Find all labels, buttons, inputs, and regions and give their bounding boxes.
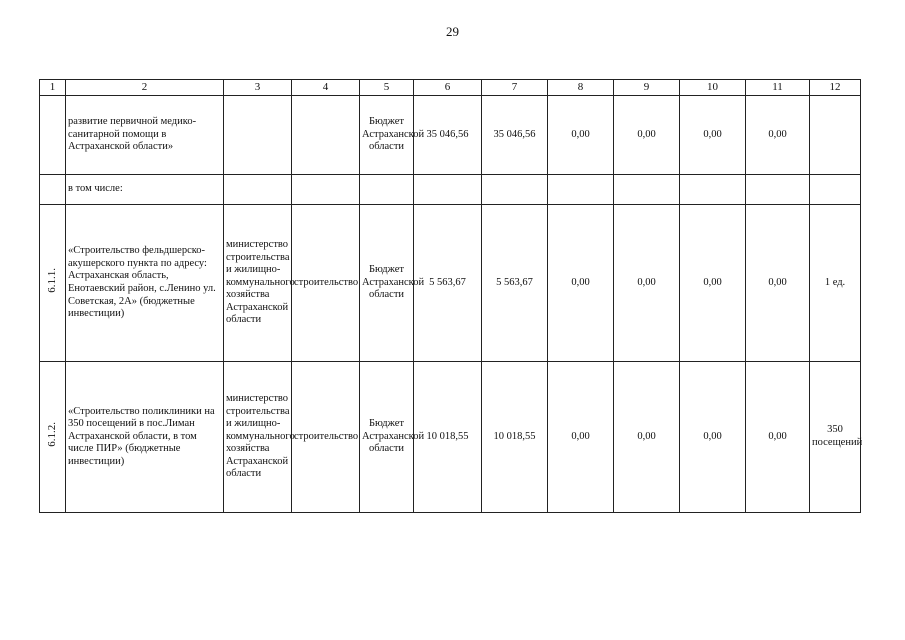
row-number-cell xyxy=(40,362,66,513)
value-cell-6: 5 563,67 xyxy=(414,205,482,362)
value-cell-10 xyxy=(680,175,746,205)
row-number-cell xyxy=(40,205,66,362)
direction-cell xyxy=(292,96,360,175)
funding-source-cell: Бюджет Астраханской области xyxy=(360,205,414,362)
value-cell-10: 0,00 xyxy=(680,96,746,175)
header-cell-5: 5 xyxy=(360,80,414,96)
value-cell-9: 0,00 xyxy=(614,96,680,175)
header-cell-4: 4 xyxy=(292,80,360,96)
value-cell-7: 35 046,56 xyxy=(482,96,548,175)
table-header-row xyxy=(40,80,861,96)
executor-cell xyxy=(224,96,292,175)
header-cell-9: 9 xyxy=(614,80,680,96)
value-cell-6 xyxy=(414,175,482,205)
value-cell-10: 0,00 xyxy=(680,205,746,362)
value-cell-10: 0,00 xyxy=(680,362,746,513)
measure-name-cell: «Строительство фельдшерско-акушерского пункта по адресу: Астраханская область, Енотаевский район, с.Ленино ул. Советская, 2А» (бюджетные инвестиции) xyxy=(66,205,224,362)
row-number-cell xyxy=(40,96,66,175)
direction-cell: строительство xyxy=(292,205,360,362)
funding-source-cell: Бюджет Астраханской области xyxy=(360,362,414,513)
funding-source-cell: Бюджет Астраханской области xyxy=(360,96,414,175)
value-cell-8: 0,00 xyxy=(548,362,614,513)
table-row xyxy=(40,96,861,175)
value-cell-6: 35 046,56 xyxy=(414,96,482,175)
measure-name-cell: в том числе: xyxy=(66,175,224,205)
result-cell xyxy=(810,175,861,205)
value-cell-9: 0,00 xyxy=(614,205,680,362)
header-cell-12: 12 xyxy=(810,80,861,96)
result-cell xyxy=(810,96,861,175)
value-cell-8 xyxy=(548,175,614,205)
header-cell-2: 2 xyxy=(66,80,224,96)
executor-cell: министерство строительства и жилищно-коммунального хозяйства Астраханской области xyxy=(224,362,292,513)
value-cell-7: 5 563,67 xyxy=(482,205,548,362)
header-cell-10: 10 xyxy=(680,80,746,96)
table-row xyxy=(40,205,861,362)
measure-name-cell: «Строительство поликлиники на 350 посещений в пос.Лиман Астраханской области, в том числе ПИР» (бюджетные инвестиции) xyxy=(66,362,224,513)
measure-name-cell: развитие первичной медико-санитарной помощи в Астраханской области» xyxy=(66,96,224,175)
header-cell-11: 11 xyxy=(746,80,810,96)
value-cell-6: 10 018,55 xyxy=(414,362,482,513)
executor-cell: министерство строительства и жилищно-коммунального хозяйства Астраханской области xyxy=(224,205,292,362)
header-cell-6: 6 xyxy=(414,80,482,96)
result-cell: 350 посещений xyxy=(810,362,861,513)
result-cell: 1 ед. xyxy=(810,205,861,362)
direction-cell xyxy=(292,175,360,205)
header-cell-8: 8 xyxy=(548,80,614,96)
table-row xyxy=(40,175,861,205)
value-cell-9: 0,00 xyxy=(614,362,680,513)
program-table xyxy=(39,79,861,513)
funding-source-cell xyxy=(360,175,414,205)
value-cell-7 xyxy=(482,175,548,205)
value-cell-11: 0,00 xyxy=(746,362,810,513)
value-cell-9 xyxy=(614,175,680,205)
direction-cell: строительство xyxy=(292,362,360,513)
table-row xyxy=(40,362,861,513)
page-number: 29 xyxy=(446,24,459,39)
executor-cell xyxy=(224,175,292,205)
value-cell-8: 0,00 xyxy=(548,96,614,175)
header-cell-3: 3 xyxy=(224,80,292,96)
value-cell-11: 0,00 xyxy=(746,205,810,362)
value-cell-7: 10 018,55 xyxy=(482,362,548,513)
row-number-label: 6.1.2. xyxy=(46,422,59,448)
header-cell-1: 1 xyxy=(40,80,66,96)
row-number-label: 6.1.1. xyxy=(46,268,59,294)
value-cell-8: 0,00 xyxy=(548,205,614,362)
value-cell-11 xyxy=(746,175,810,205)
header-cell-7: 7 xyxy=(482,80,548,96)
value-cell-11: 0,00 xyxy=(746,96,810,175)
row-number-cell xyxy=(40,175,66,205)
